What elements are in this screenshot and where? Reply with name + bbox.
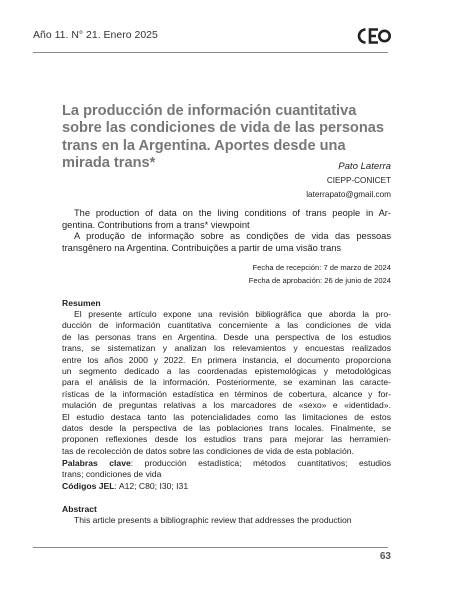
alternate-titles (62, 208, 391, 254)
resumen-line: ducción de información cuantitativa concerniente a las condiciones de vida (62, 320, 391, 331)
page-number: 63 (379, 551, 391, 562)
resumen-line: de las personas trans en Argentina. Desde una perspectiva de los estudios (62, 331, 391, 342)
keywords-block (62, 458, 391, 492)
portuguese-title-line-2: transgênero na Argentina. Contribuições a partir de uma visão trans (62, 242, 342, 253)
author-institution: CIEPP-CONICET (326, 176, 391, 185)
jel-value: : A12; C80; I30; I31 (114, 480, 189, 491)
keywords-label: Palabras clave (62, 458, 131, 468)
resumen-line: datos desde la perspectiva de las poblaciones trans locales. Finalmente, se (62, 423, 391, 434)
author-block (306, 160, 391, 202)
english-title-line-1: The production of data on the living conditions of trans people in Ar- (74, 208, 391, 218)
resumen-line: mulación de preguntas relativas a los marcadores de «sexo» e «identidad». (62, 400, 391, 411)
resumen-line: El presente artículo expone una revisión bibliográfica que aborda la pro- (74, 309, 391, 319)
abstract-heading: Abstract (62, 504, 97, 514)
resumen-heading: Resumen (62, 298, 101, 308)
resumen-line: entre los años 2000 y 2022. En primera instancia, el documento proporciona (62, 354, 391, 365)
received-date: Fecha de recepción: 7 de marzo de 2024 (252, 263, 391, 272)
resumen-line: un segmento dedicado a las coordenadas epistemológicas y metodológicas (62, 366, 391, 377)
keywords-line-2: trans; condiciones de vida (62, 469, 162, 480)
resumen-line: para el análisis de la información. Posteriormente, se examinan las caracte- (62, 377, 391, 388)
author-email: laterrapato@gmail.com (306, 190, 391, 199)
issue-info: Año 11. N° 21. Enero 2025 (33, 29, 158, 41)
english-title-line-2: gentina. Contributions from a trans* viewpoint (62, 219, 250, 230)
jel-label: Códigos JEL (62, 480, 115, 491)
article-title: La producción de información cuantitativa sobre las condiciones de vida de las personas trans en la Argentina. Aportes desde una mirada trans* (62, 103, 384, 171)
resumen-line: rísticas de la información estadística en términos de cobertura, alcance y for- (62, 388, 391, 399)
jel-codes (62, 481, 391, 492)
portuguese-title-line-1: A produção de informação sobre as condições de vida das pessoas (74, 231, 391, 242)
resumen-line: El estudio destaca tanto las potencialidades como las limitaciones de estos (62, 411, 391, 422)
resumen-line: proponen reflexiones desde los estudios trans para mejorar las herramien- (62, 434, 391, 445)
author-name: Pato Laterra (338, 161, 391, 172)
abstract-line: This article presents a bibliographic review that addresses the production (74, 515, 352, 525)
journal-logo-icon (357, 27, 391, 45)
dates-block (249, 262, 391, 287)
keywords-value: : producción estadística; métodos cuantitativos; estudios (130, 458, 391, 468)
resumen-line: tas de recolección de datos sobre las condiciones de vida de esta población. (62, 445, 354, 456)
footer-rule (33, 547, 388, 548)
approved-date: Fecha de aprobación: 26 de junio de 2024 (248, 275, 391, 285)
keywords-line-1 (62, 458, 391, 469)
resumen-line: trans, se sistematizan y analizan los relevamientos y encuestas realizados (62, 343, 391, 354)
header-rule (33, 52, 388, 53)
abstract-text (62, 515, 391, 525)
resumen-text (62, 309, 391, 457)
